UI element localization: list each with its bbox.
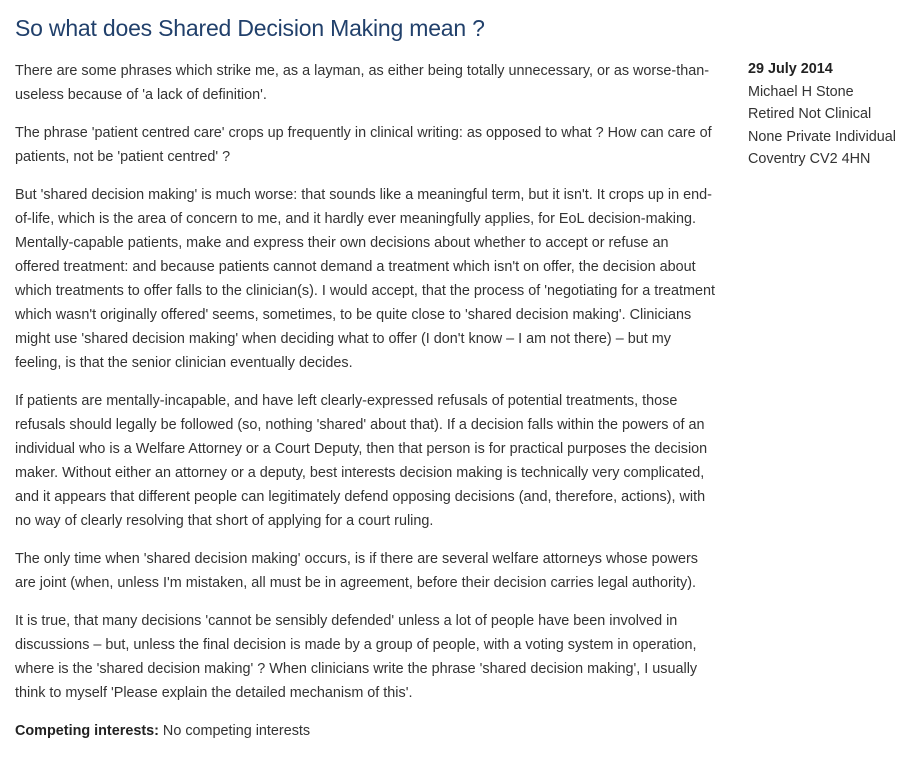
response-paragraph-1: There are some phrases which strike me, as a layman, as either being totally unnecessary, or as worse-than-useless because of 'a lack of definition'.	[15, 63, 709, 103]
response-title: So what does Shared Decision Making mean ?	[15, 15, 485, 41]
response-paragraph-3: But 'shared decision making' is much worse: that sounds like a meaningful term, but it isn't. It crops up in end-of-life, which is the area of concern to me, and it hardly ever meaningfully applies, for EoL decision-making. Mentally-capable patients, make and express their own decisions about whether to accept or refuse an offered treatment: and because patients cannot demand a treatment which isn't on offer, the decision about which treatments to offer falls to the clinician(s). I would accept, that the process of 'negotiating for a treatment which wasn't originally offered' seems, sometimes, to be quite close to 'shared decision making'. Clinicians might use 'shared decision making' when deciding what to offer (I don't know – I am not there) – but my feeling, is that the senior clinician eventually decides.	[15, 187, 715, 371]
response-body	[15, 59, 715, 757]
response-paragraph-5: The only time when 'shared decision making' occurs, is if there are several welfare attorneys whose powers are joint (when, unless I'm mistaken, all must be in agreement, before their decision carries legal authority).	[15, 551, 698, 591]
competing-interests-label: Competing interests:	[15, 723, 159, 739]
competing-interests-value: No competing interests	[162, 723, 311, 739]
response-paragraph-6: It is true, that many decisions 'cannot be sensibly defended' unless a lot of people have been involved in discussions – but, unless the final decision is made by a group of people, with a voting system in operation, where is the 'shared decision making' ? When clinicians write the phrase 'shared decision making', I usually think to myself 'Please explain the detailed mechanism of this'.	[15, 613, 698, 701]
author-location: Coventry CV2 4HN	[748, 151, 871, 167]
author-name: Michael H Stone	[748, 83, 854, 100]
response-paragraph-2: The phrase 'patient centred care' crops up frequently in clinical writing: as opposed to what ? How can care of patients, not be 'patient centred' ?	[15, 125, 712, 165]
author-role: Retired Not Clinical	[748, 106, 872, 122]
response-paragraph-4: If patients are mentally-incapable, and have left clearly-expressed refusals of potential treatments, those refusals should legally be followed (so, nothing 'shared' about that). If a decision falls within the powers of an individual who is a Welfare Attorney or a Court Deputy, then that person is for practical purposes the decision maker. Without either an attorney or a deputy, best interests decision making is technically very complicated, and it appears that different people can legitimately defend opposing decisions (and, therefore, actions), with no way of clearly resolving that short of applying for a court ruling.	[15, 393, 708, 529]
competing-interests	[15, 719, 715, 743]
author-affiliation: None Private Individual	[748, 128, 896, 145]
author-info	[748, 58, 908, 171]
response-date: 29 July 2014	[748, 61, 833, 77]
